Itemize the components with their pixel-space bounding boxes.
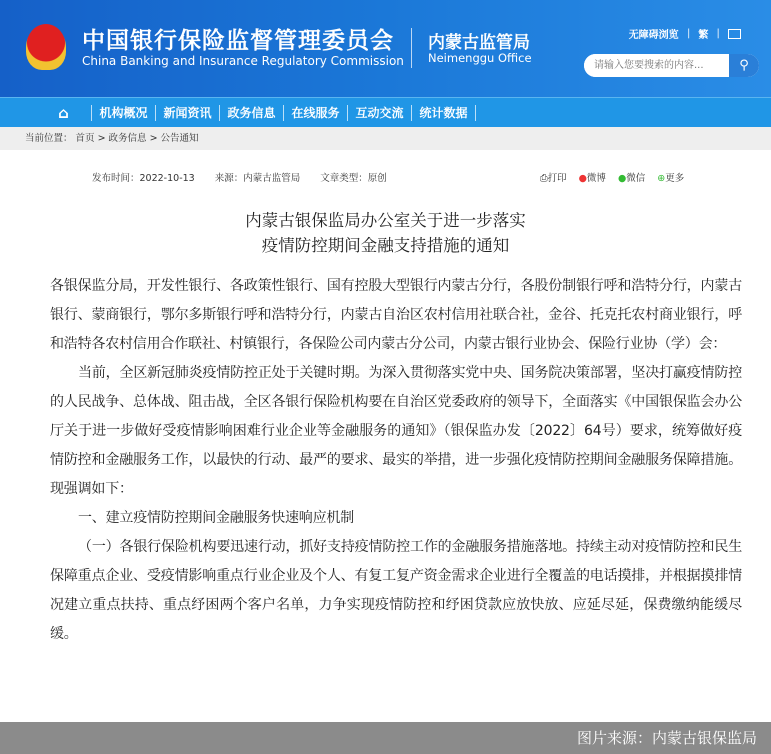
plus-icon: ⊕	[657, 173, 666, 184]
mail-icon[interactable]	[728, 29, 741, 39]
more-button[interactable]	[657, 170, 684, 184]
office-title-cn: 内蒙古监管局	[428, 33, 530, 53]
breadcrumb-path[interactable]: 首页 > 政务信息 > 公告通知	[75, 133, 199, 144]
search-icon: ⚲	[739, 58, 749, 73]
wechat-button[interactable]	[618, 170, 645, 184]
share-bar	[540, 170, 684, 184]
wechat-label: 微信	[626, 173, 646, 184]
article-paragraph: （一）各银行保险机构要迅速行动，抓好支持疫情防控工作的金融服务措施落地。持续主动对疫情防控和民生保障重点企业、受疫情影响重点行业企业及个人、有复工复产资金需求企业进行全覆盖的电话摸排，并根据摸排情况建立重点扶持、重点纾困两个客户名单，力争实现疫情防控和纾困贷款应放快放、应延尽延，保费缴纳能缓尽缓。	[50, 539, 742, 642]
divider	[411, 28, 412, 68]
article-title	[0, 208, 771, 258]
nav-item-about[interactable]: 机构概况	[92, 105, 156, 121]
printer-icon: ⎙	[540, 173, 548, 184]
site-title-cn: 中国银行保险监督管理委员会	[82, 28, 394, 54]
publish-date: 发布时间：2022-10-13	[92, 173, 195, 184]
nav-item-gov-info[interactable]: 政务信息	[220, 105, 284, 121]
site-header	[0, 0, 771, 97]
article-paragraph: 当前，全区新冠肺炎疫情防控正处于关键时期。为深入贯彻落实党中央、国务院决策部署，坚决打赢疫情防控的人民战争、总体战、阻击战，全区各银行保险机构要在自治区党委政府的领导下，全面落实《中国银保监会办公厅关于进一步做好受疫情影响困难行业企业等金融服务的通知》（银保监办发〔2022〕64号）要求，统筹做好疫情防控和金融服务工作，以最快的行动、最严的要求、最实的举措，进一步强化疫情防控期间金融服务保障措施。现强调如下：	[50, 365, 742, 497]
print-label: 打印	[547, 173, 567, 184]
image-source-watermark: 图片来源：内蒙古银保监局	[0, 722, 771, 754]
article-title-line1: 内蒙古银保监局办公室关于进一步落实	[245, 211, 526, 230]
search-box	[584, 54, 759, 77]
accessibility-link[interactable]: 无障碍浏览	[628, 30, 679, 41]
weibo-icon: ●	[578, 173, 587, 184]
traditional-chinese-link[interactable]: 繁	[698, 30, 709, 41]
article-section-heading: 一、建立疫情防控期间金融服务快速响应机制	[78, 510, 354, 526]
separator: |	[686, 28, 691, 39]
article-source: 来源：内蒙古监管局	[214, 173, 301, 184]
office-title-en: Neimenggu Office	[428, 51, 532, 65]
article-paragraph: 各银保监分局，开发性银行、各政策性银行、国有控股大型银行内蒙古分行，各股份制银行呼和浩特分行，内蒙古银行、蒙商银行，鄂尔多斯银行呼和浩特分行，内蒙古自治区农村信用社联合社，金谷、托克托农村商业银行，呼和浩特各农村信用合作联社、村镇银行，各保险公司内蒙古分公司，内蒙古银行业协会、保险行业协（学）会：	[50, 278, 742, 352]
breadcrumb	[0, 127, 771, 150]
search-button[interactable]	[729, 54, 759, 77]
nav-item-interaction[interactable]: 互动交流	[348, 105, 412, 121]
nav-item-statistics[interactable]: 统计数据	[412, 105, 476, 121]
search-input[interactable]	[584, 54, 729, 77]
home-icon[interactable]: ⌂	[36, 105, 92, 121]
main-nav	[0, 97, 771, 127]
nav-item-online-services[interactable]: 在线服务	[284, 105, 348, 121]
nav-item-news[interactable]: 新闻资讯	[156, 105, 220, 121]
breadcrumb-label: 当前位置：	[25, 133, 73, 144]
article-type: 文章类型：原创	[320, 173, 387, 184]
article-title-line2: 疫情防控期间金融支持措施的通知	[261, 236, 510, 255]
wechat-icon: ●	[617, 173, 627, 184]
more-label: 更多	[665, 173, 685, 184]
site-title-en: China Banking and Insurance Regulatory Commission	[82, 54, 404, 68]
weibo-button[interactable]	[579, 170, 606, 184]
print-button[interactable]	[540, 170, 567, 184]
article-body	[50, 272, 742, 649]
weibo-label: 微博	[586, 173, 606, 184]
separator: |	[716, 28, 720, 39]
national-emblem-logo	[26, 24, 66, 70]
